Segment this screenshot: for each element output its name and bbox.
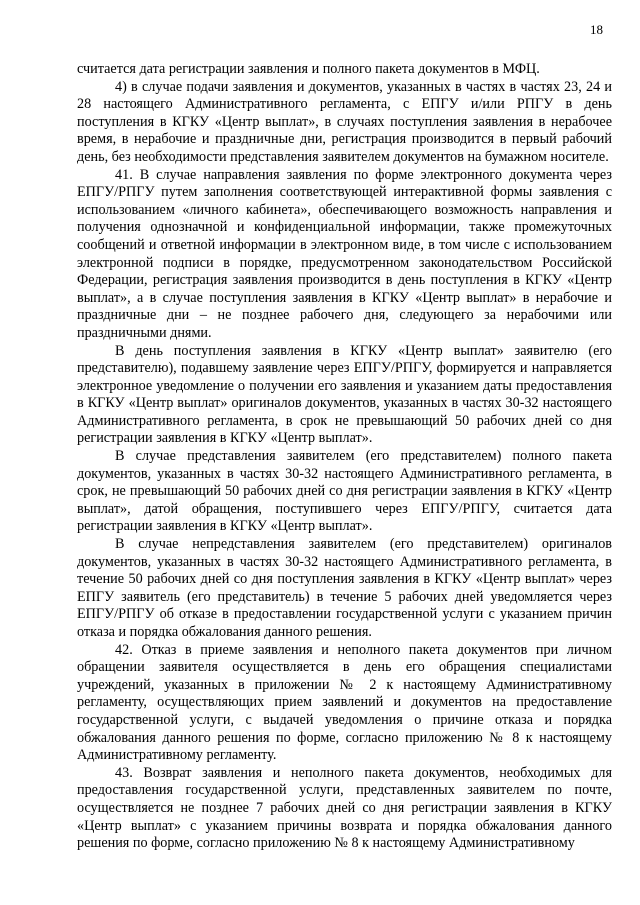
document-body <box>77 61 612 853</box>
paragraph-42: 42. Отказ в приеме заявления и неполного пакета документов при личном обращении заявителя осуществляется в день его обращения специалистами учреждений, указанных в приложении № 2 к настоящему Административному регламенту, осуществляющих прием заявлений и документов на предоставление государственной услуги, с выдачей уведомления о причине отказа и порядка обжалования данного решения по форме, согласно приложению № 8 к настоящему Административному регламенту. <box>77 641 612 764</box>
paragraph-continuation: считается дата регистрации заявления и полного пакета документов в МФЦ. <box>77 61 540 77</box>
paragraph-43: 43. Возврат заявления и неполного пакета документов, необходимых для предоставления государственной услуги, представленных заявителем по почте, осуществляется не позднее 7 рабочих дней со дня регистрации заявления в КГКУ «Центр выплат» с указанием причины возврата и порядка обжалования данного решения по форме, согласно приложению № 8 к настоящему Административному <box>77 764 612 852</box>
paragraph-electronic-notice: В день поступления заявления в КГКУ «Центр выплат» заявителю (его представителю), подавшему заявление через ЕПГУ/РПГУ, формируется и направляется электронное уведомление о получении его заявления и указанием даты предоставления в КГКУ «Центр выплат» оригиналов документов, указанных в частях 30-32 настоящего Административного регламента, в срок не превышающий 50 рабочих дней со дня регистрации заявления в КГКУ «Центр выплат». <box>77 342 612 447</box>
paragraph-non-submission: В случае непредставления заявителем (его представителем) оригиналов документов, указанных в частях 30-32 настоящего Административного регламента, в течение 50 рабочих дней со дня поступления заявления в КГКУ «Центр выплат» через ЕПГУ заявитель (его представитель) в течение 5 рабочих дней уведомляется через ЕПГУ/РПГУ об отказе в предоставлении государственной услуги с указанием причин отказа и порядка обжалования данного решения. <box>77 536 612 640</box>
paragraph-41: 41. В случае направления заявления по форме электронного документа через ЕПГУ/РПГУ путем заполнения соответствующей интерактивной формы заявления с использованием «личного кабинета», обеспечивающего возможность направления и получения однозначной и конфиденциальной информации, также промежуточных сообщений и ответной информации в электронном виде, в том числе с использованием электронной подписи в порядке, предусмотренном законодательством Российской Федерации, регистрация заявления производится в день поступления в КГКУ «Центр выплат», а в случае поступления заявления в КГКУ «Центр выплат» в нерабочие и праздничные дни – не позднее рабочего дня, следующего за нерабочими или праздничными днями. <box>77 166 612 341</box>
paragraph-item-4: 4) в случае подачи заявления и документов, указанных в частях в частях 23, 24 и 28 настоящего Административного регламента, с ЕПГУ и/или РПГУ в день поступления в КГКУ «Центр выплат», в случаях поступления заявления в нерабочее время, в нерабочие и праздничные дни, регистрация производится в первый рабочий день, без необходимости представления заявителем документов на бумажном носителе. <box>77 78 612 165</box>
paragraph-full-package: В случае представления заявителем (его представителем) полного пакета документов, указанных в частях 30-32 настоящего Административного регламента, в срок, не превышающий 50 рабочих дней со дня регистрации заявления в КГКУ «Центр выплат», датой обращения, поступившего через ЕПГУ/РПГУ, считается дата регистрации заявления в КГКУ «Центр выплат». <box>77 448 612 535</box>
page-number: 18 <box>590 22 603 37</box>
